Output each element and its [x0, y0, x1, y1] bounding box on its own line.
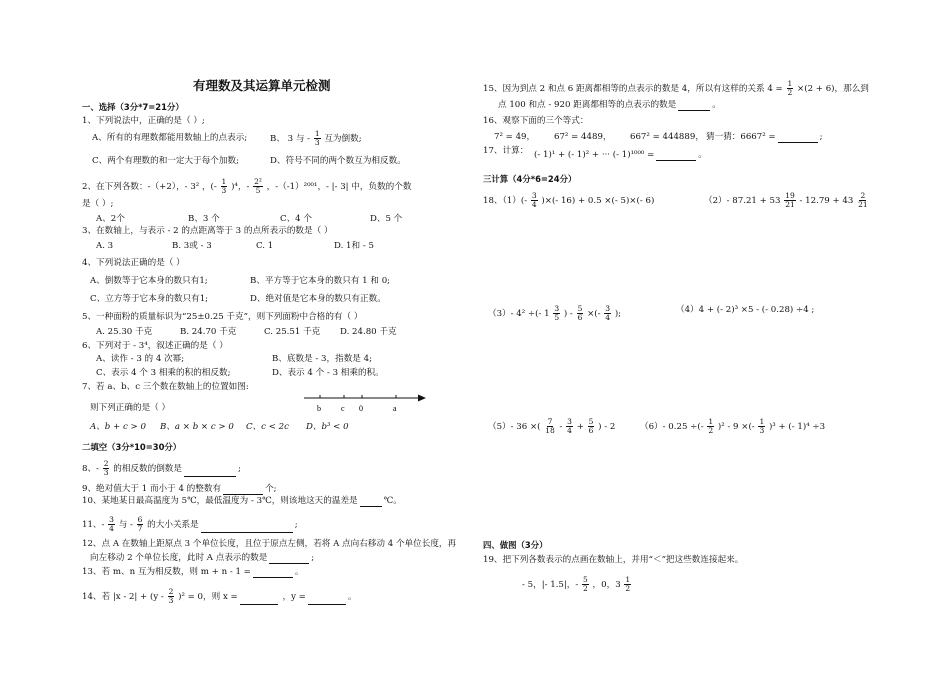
question-6: 6、下列对于 - 3⁴，叙述正确的是（ ） [82, 341, 228, 351]
question-13: 13、若 m、n 互为相反数，则 m + n - 1 = 。 [82, 567, 304, 577]
q7-option-a: A、b + c > 0 [90, 422, 146, 432]
question-15-tail: 点 100 和点 - 920 距离都相等的点表示的数是 。 [498, 100, 721, 110]
answer-blank [360, 497, 382, 507]
section-draw-heading: 四、做图（3分） [483, 540, 548, 550]
answer-blank [223, 485, 263, 495]
q5-option-d: D. 24.80 千克 [340, 327, 397, 337]
q1-option-d: D、符号不同的两个数互为相反数。 [270, 156, 406, 166]
q4-option-a: A、倒数等于它本身的数只有1; [90, 276, 208, 286]
answer-blank [253, 568, 293, 578]
q4-option-c: C、立方等于它本身的数只有1; [90, 294, 209, 304]
question-8: 8、- $\frac{2}{3}$ 的相反数的倒数是 ; [82, 459, 241, 477]
question-1: 1、下列说法中，正确的是（ ）; [82, 116, 205, 126]
axis-label-a: a [393, 404, 397, 413]
question-2: 2、在下列各数：-（+2），- 3² ，(- $\frac{1}{3}$ )⁴，- $\frac{\text{2²}}{5}$ ，-（-1）²⁰⁰¹，- |- 3| 中，负数的个数 [82, 177, 412, 195]
q2-option-b: B、3 个 [188, 214, 220, 224]
question-11: 11、- $\frac{3}{4}$ 与 - $\frac{6}{7}$ 的大小关系是 ; [82, 515, 298, 533]
q1-option-b: B、 3 与 - $\frac{1}{3}$ 互为倒数; [270, 129, 362, 147]
question-2-tail: 是（ ）; [82, 199, 114, 209]
axis-label-c: c [341, 404, 345, 413]
q3-option-a: A. 3 [96, 241, 114, 251]
number-line-diagram [300, 390, 430, 416]
question-19: 19、把下列各数表示的点画在数轴上，并用“＜”把这些数连接起来。 [483, 555, 744, 565]
question-18-4: （4）4 + (- 2)³ ×5 - (- 0.28) ÷4 ; [676, 305, 815, 315]
q6-option-a: A、读作 - 3 的 4 次幂; [96, 354, 185, 364]
answer-blank [308, 595, 346, 605]
q5-option-c: C. 25.51 千克 [264, 327, 321, 337]
question-18-1: 18、（1）(- $\frac{3}{4}$ )×(- 16) + 0.5 ×(- 5)×(- 6) [483, 191, 655, 209]
answer-blank [678, 101, 710, 111]
question-18-6: （6）- 0.25 ÷(- $\frac{1}{2}$ )² - 9 ×(- $\frac{1}{3}$ )³ + (- 1)⁴ ÷3 [640, 417, 826, 435]
question-12: 12、点 A 在数轴上距原点 3 个单位长度，且位于原点左侧，若将 A 点向右移动 4 个单位长度，再 [82, 539, 457, 549]
q4-option-d: D、绝对值是它本身的数只有正数。 [250, 294, 386, 304]
question-15: 15、因为到点 2 和点 6 距离都相等的点表示的数是 4，所以有这样的关系 4 = $\frac{1}{2}$ ×(2 + 6)，那么到 [483, 79, 869, 97]
section-calc-heading: 三计算（4分*6=24分） [483, 174, 577, 184]
q1-option-c: C、两个有理数的和一定大于每个加数; [92, 156, 239, 166]
section-fill-heading: 二填空（3分*10=30分） [82, 442, 182, 452]
q3-option-c: C. 1 [256, 241, 274, 251]
q6-option-b: B、底数是 - 3，指数是 4; [272, 354, 372, 364]
question-10: 10、某地某日最高温度为 5℃，最低温度为 - 3℃，则该地这天的温差是 ℃。 [82, 496, 402, 506]
q2-option-a: A、2个 [96, 214, 125, 224]
q7-option-c: C、c < 2c [246, 422, 289, 432]
q4-option-b: B、平方等于它本身的数只有 1 和 0; [250, 276, 391, 286]
question-4: 4、下列说法正确的是（ ） [82, 258, 185, 268]
question-16: 16、观察下面的三个等式： [483, 116, 589, 126]
answer-blank [778, 133, 818, 143]
question-17-expr: (- 1)¹ + (- 1)² + ··· (- 1)¹⁰⁰⁰ = 。 [534, 150, 707, 160]
q16-eq3: 667² = 444889， [630, 132, 704, 142]
q7-option-d: D、b³ < 0 [306, 422, 349, 432]
question-18-5: （5）- 36 ×( $\frac{7}{18}$ - $\frac{3}{4}$ + $\frac{5}{6}$ ) - 2 [488, 417, 616, 435]
question-14: 14、若 |x - 2| + (y - $\frac{2}{3}$ )² = 0，则 x = ，y = 。 [82, 587, 357, 605]
q2-option-c: C、4 个 [280, 214, 312, 224]
question-7: 7、若 a、b、c 三个数在数轴上的位置如图: [82, 382, 249, 392]
section-choice-heading: 一、选择（3分*7=21分） [82, 102, 184, 112]
axis-label-b: b [317, 404, 321, 413]
axis-label-0: 0 [359, 404, 363, 413]
q1-option-a: A、所有的有理数都能用数轴上的点表示; [92, 133, 248, 143]
question-17: 17、计算： [483, 146, 529, 156]
question-18-3: （3）- 4² ÷(- 1 $\frac{3}{5}$ ) - $\frac{5}{6}$ ×(- $\frac{3}{4}$ ); [488, 304, 622, 322]
answer-blank [240, 595, 278, 605]
q16-eq1: 7² = 49， [494, 132, 536, 142]
question-12-tail: 向左移动 2 个单位长度，此时 A 点表示的数是 ; [90, 553, 315, 563]
q6-option-d: D、表示 4 个 - 3 相乘的积。 [272, 368, 384, 378]
q16-eq2: 67² = 4489， [554, 132, 612, 142]
q3-option-d: D. 1和 - 5 [334, 241, 374, 251]
question-3: 3、在数轴上，与表示 - 2 的点距离等于 3 的点所表示的数是（ ） [82, 226, 333, 236]
question-18-2: （2）- 87.21 + 53 $\frac{19}{21}$ - 12.79 + 43 $\frac{2}{21}$ [704, 191, 868, 209]
question-5: 5、一种面粉的质量标识为“25±0.25 千克”，则下列面粉中合格的有（ ） [82, 312, 363, 322]
q2-option-d: D、5 个 [370, 214, 403, 224]
question-7-prompt: 则下列正确的是（ ） [90, 403, 171, 413]
q16-guess: 猜一猜：6667² = ; [706, 132, 823, 142]
answer-blank [269, 554, 309, 564]
q6-option-c: C、表示 4 个 3 相乘的积的相反数; [96, 368, 231, 378]
q5-option-b: B. 24.70 千克 [180, 327, 237, 337]
page-title: 有理数及其运算单元检测 [193, 78, 331, 93]
answer-blank [656, 151, 696, 161]
question-9: 9、绝对值大于 1 而小于 4 的整数有 个; [82, 484, 277, 494]
q3-option-b: B. 3或 - 3 [172, 241, 212, 251]
answer-blank [184, 467, 236, 477]
q7-option-b: B、a × b × c > 0 [160, 422, 234, 432]
question-19-numbers: - 5，|- 1.5|，- $\frac{5}{2}$ ，0，3 $\frac{1}{2}$ [522, 575, 631, 593]
q5-option-a: A. 25.30 千克 [96, 327, 153, 337]
answer-blank [201, 523, 293, 533]
